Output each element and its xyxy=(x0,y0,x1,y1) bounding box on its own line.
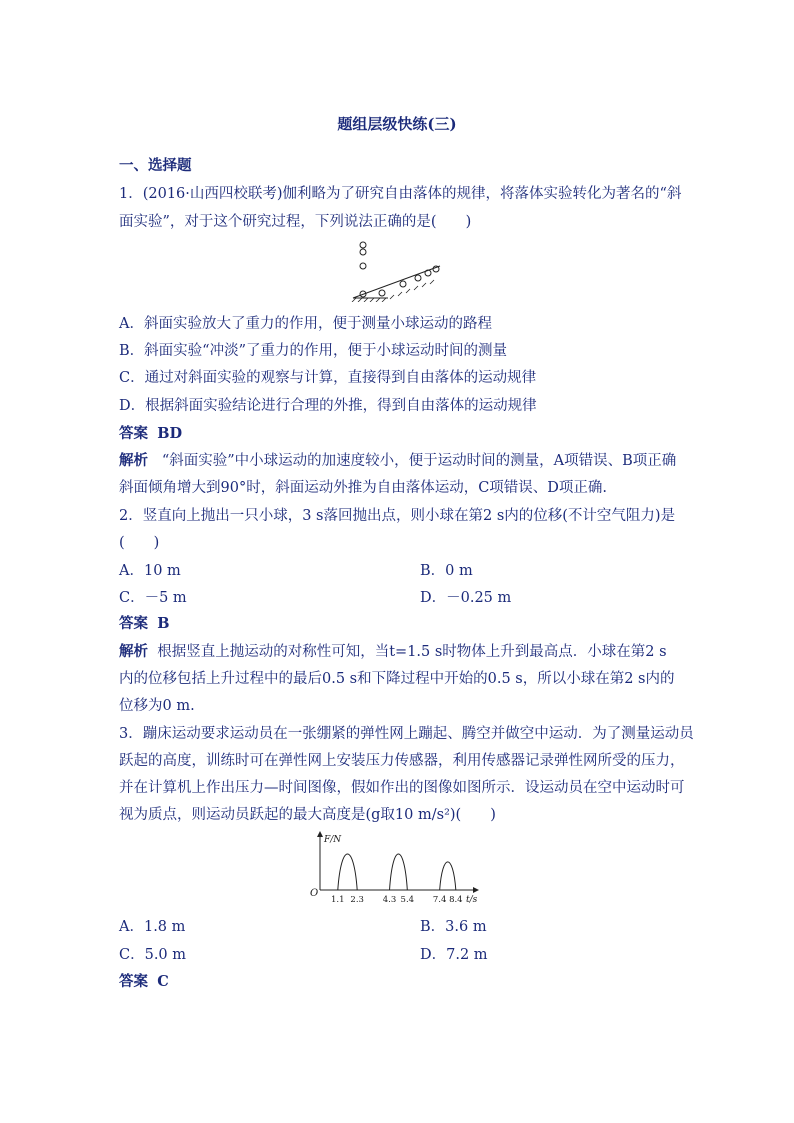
q2-option-a: A．10 m xyxy=(119,563,181,579)
q2-stem-line-1: 2．竖直向上抛出一只小球，3 s落回抛出点，则小球在第2 s内的位移(不计空气阻力)是 xyxy=(119,508,676,524)
force-pulse-1 xyxy=(338,854,357,890)
answer-value: C xyxy=(157,973,169,990)
x-axis-label: t/s xyxy=(466,895,478,905)
falling-ball-2 xyxy=(360,249,366,255)
falling-ball-3 xyxy=(360,263,366,269)
rolling-ball-6 xyxy=(433,266,439,272)
q1-stem-line-1: 1．(2016·山西四校联考)伽利略为了研究自由落体的规律，将落体实验转化为著名的“斜 xyxy=(119,186,682,202)
q3-stem-line-3: 并在计算机上作出压力—时间图像，假如作出的图像如图所示．设运动员在空中运动时可 xyxy=(119,780,685,796)
q2-answer xyxy=(119,614,169,634)
x-tick-label-1: 1.1 xyxy=(331,895,345,905)
q2-option-d: D．－0.25 m xyxy=(420,590,512,606)
q2-analysis-line-3: 位移为0 m. xyxy=(119,698,195,714)
force-time-chart xyxy=(306,828,486,906)
answer-label: 答案 xyxy=(119,973,148,990)
analysis-text: “斜面实验”中小球运动的加速度较小，便于运动时间的测量，A项错误、B项正确 xyxy=(161,453,677,469)
force-pulse-3 xyxy=(440,862,456,890)
rolling-ball-4 xyxy=(415,275,421,281)
q2-analysis-line-2: 内的位移包括上升过程中的最后0.5 s和下降过程中开始的0.5 s，所以小球在第2 s内的 xyxy=(119,671,675,687)
q3-option-c: C．5.0 m xyxy=(119,947,187,963)
q2-option-c: C．－5 m xyxy=(119,590,187,606)
origin-label: O xyxy=(310,888,319,899)
answer-value: B xyxy=(157,615,170,632)
q1-option-c: C．通过对斜面实验的观察与计算，直接得到自由落体的运动规律 xyxy=(119,370,537,386)
q2-option-b: B．0 m xyxy=(420,563,473,579)
x-tick-label-2: 2.3 xyxy=(350,895,364,905)
q1-option-b: B．斜面实验“冲淡”了重力的作用，便于小球运动时间的测量 xyxy=(119,343,507,359)
incline-experiment-figure xyxy=(348,240,448,302)
q3-option-b: B．3.6 m xyxy=(420,919,487,935)
q3-option-a: A．1.8 m xyxy=(119,919,186,935)
q1-option-a: A．斜面实验放大了重力的作用，便于测量小球运动的路程 xyxy=(119,316,492,332)
q3-stem-line-2: 跃起的高度，训练时可在弹性网上安装压力传感器，利用传感器记录弹性网所受的压力， xyxy=(119,753,685,769)
y-axis-label: F/N xyxy=(324,835,342,845)
x-tick-label-3: 4.3 xyxy=(382,895,397,905)
answer-value: BD xyxy=(157,425,183,442)
q3-stem-line-1: 3．蹦床运动要求运动员在一张绷紧的弹性网上蹦起、腾空并做空中运动．为了测量运动员 xyxy=(119,726,694,742)
q1-analysis-line-2: 斜面倾角增大到90°时，斜面运动外推为自由落体运动，C项错误、D项正确. xyxy=(119,480,608,496)
q2-stem-line-2: ( ) xyxy=(119,535,160,551)
answer-label: 答案 xyxy=(119,615,148,632)
analysis-label: 解析 xyxy=(119,452,148,469)
q2-analysis-line-1 xyxy=(119,642,667,662)
q3-stem-line-4: 视为质点，则运动员跃起的最大高度是(g取10 m/s²)( ) xyxy=(119,807,496,823)
force-pulse-2 xyxy=(390,854,408,890)
section-heading: 一、选择题 xyxy=(119,157,192,174)
q1-stem-line-2: 面实验”，对于这个研究过程，下列说法正确的是( ) xyxy=(119,214,472,230)
x-tick-label-5: 7.4 xyxy=(432,895,447,905)
q1-answer xyxy=(119,424,182,444)
x-tick-label-4: 5.4 xyxy=(400,895,415,905)
falling-ball-1 xyxy=(360,242,366,248)
q3-answer xyxy=(119,972,169,992)
analysis-label: 解析 xyxy=(119,643,148,660)
q1-option-d: D．根据斜面实验结论进行合理的外推，得到自由落体的运动规律 xyxy=(119,398,537,414)
rolling-ball-3 xyxy=(400,281,406,287)
page-title: 题组层级快练(三) xyxy=(337,115,457,133)
q1-analysis-line-1 xyxy=(119,451,676,471)
x-tick-label-6: 8.4 xyxy=(449,895,463,905)
answer-label: 答案 xyxy=(119,425,148,442)
q3-option-d: D．7.2 m xyxy=(420,947,488,963)
rolling-ball-2 xyxy=(379,290,385,296)
analysis-text: 根据竖直上抛运动的对称性可知，当t=1.5 s时物体上升到最高点．小球在第2 s xyxy=(157,644,667,660)
